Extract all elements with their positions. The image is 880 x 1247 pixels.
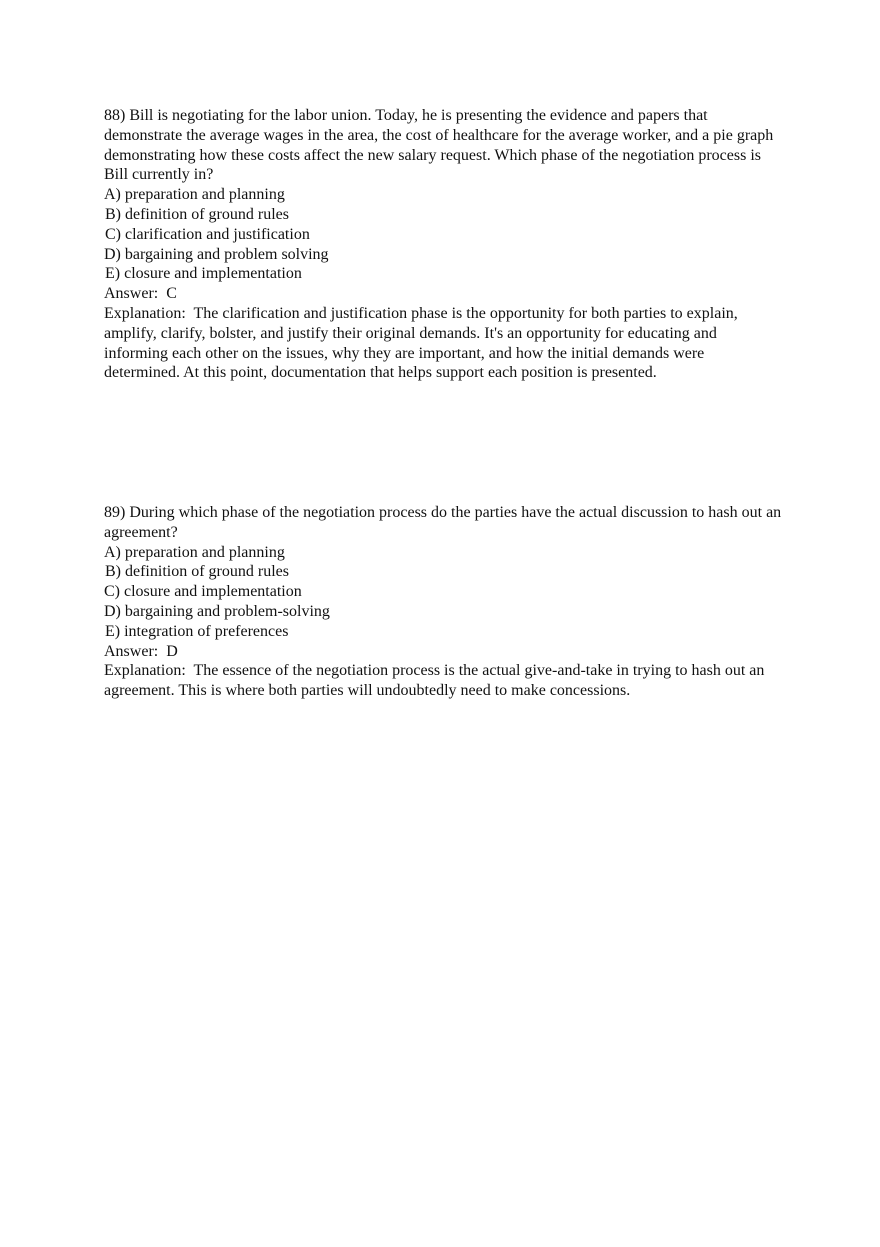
option-e: E) closure and implementation: [105, 265, 302, 283]
option-a: A) preparation and planning: [104, 186, 285, 204]
option-b: B) definition of ground rules: [105, 205, 289, 223]
option-e: E) integration of preferences: [105, 622, 289, 640]
option-c: C) closure and implementation: [104, 583, 302, 601]
option-d: D) bargaining and problem-solving: [104, 602, 330, 620]
explanation: Explanation: The essence of the negotiation process is the actual give-and-take in trying to hash out an agreement. This is where both parties will undoubtedly need to make concessions.: [104, 662, 769, 700]
question-89: [104, 503, 784, 701]
question-stem: 89) During which phase of the negotiation process do the parties have the actual discussion to hash out an agreement?: [104, 504, 786, 541]
option-c: C) clarification and justification: [105, 225, 310, 243]
explanation: Explanation: The clarification and justification phase is the opportunity for both parties to explain, amplify, clarify, bolster, and justify their original demands. It's an opportunity for educating and informing each other on the issues, why they are important, and how the initial demands were determined. At this point, documentation that helps support each position is presented.: [104, 304, 742, 382]
answer: Answer: D: [104, 642, 178, 660]
question-stem: 88) Bill is negotiating for the labor union. Today, he is presenting the evidence and papers that demonstrate the average wages in the area, the cost of healthcare for the average worker, and a pie graph demonstrating how these costs affect the new salary request. Which phase of the negotiation process is Bill currently in?: [104, 107, 778, 184]
option-d: D) bargaining and problem solving: [104, 245, 329, 263]
answer: Answer: C: [104, 285, 177, 303]
question-88: [104, 106, 784, 383]
option-b: B) definition of ground rules: [105, 563, 289, 581]
option-a: A) preparation and planning: [104, 543, 285, 561]
